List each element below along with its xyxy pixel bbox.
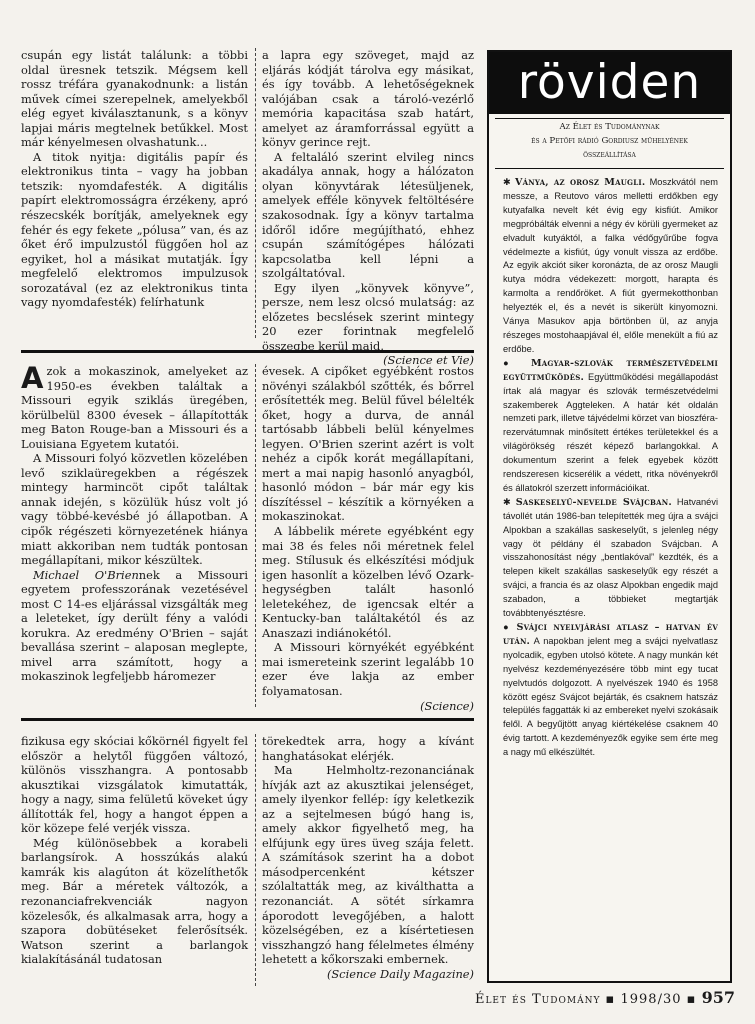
sidebar-rule bbox=[495, 118, 724, 119]
news-item-title: Saskeselyű-nevelde Svájcban. bbox=[515, 496, 672, 508]
sidebar-rule bbox=[495, 168, 724, 169]
article3-left-column bbox=[21, 734, 248, 986]
paragraph: törekedtek arra, hogy a kívánt hanghatásokat elérjék. bbox=[262, 734, 474, 763]
news-item-text: Moszkvától nem messze, a Reutovo város melletti erdőkben egy kutyafalka nevelt két évig egy kisfiút. Amikor megpróbálták elvenni a négy év körüli gyermeket az elvadult kutyáktól, a falka védőgyűrűbe fogva védelmezte a kisfiút, úgy vonult vissza az erdőbe. Az egyik akciót siker koronázta, de az orosz Maugli kutya módra védekezett: morgott, harapta és karmolta a rendőröket. A fiút gyermekotthonban helyezték el, és a nevét is sikerült kinyomozni. Ványa Masukov apja börtönben ül, az anyja részeges mostohaapjával él, előle menekült a fiú az erdőbe. bbox=[503, 177, 719, 354]
subtitle-line: és a Petőfi rádió Gordiusz műhelyének bbox=[531, 136, 688, 146]
news-item bbox=[503, 176, 718, 357]
paragraph: A Missouri folyó közvetlen közelében levő sziklaüregekben a régészek mintegy harmincöt cipőt találtak annak idején, s közülük húsz volt jó vagy többé-kevésbé jó állapotban. A cipők régészeti környezetének hiánya miatt akkoriban nem tudták pontosan megállapítani, mikor készültek. bbox=[21, 451, 248, 568]
article1-right-column bbox=[262, 48, 474, 368]
paragraph: A titok nyitja: digitális papír és elektronikus tinta – vagy ha jobban tetszik: nyomdafesték. A digitális papírt elektromosságra érzékeny, apró részecskék borítják, amelyeknek egy fehér és egy fekete „pólusa” van, és az őket érő impulzustól függően hol az egyiket, hol a másikat mutatják. Így megfelelő elektromos impulzusok sorozatával (ez az elektronikus tinta vagy nyomdafesték) felírhatunk bbox=[21, 149, 248, 310]
issue-number: 1998/30 bbox=[620, 992, 682, 1007]
paragraph: A Missouri környékét egyébként mai ismereteink szerint legalább 10 ezer éve lakja az ember folyamatosan. bbox=[262, 640, 474, 699]
sidebar-subtitle bbox=[489, 120, 730, 162]
news-item-text: Együttműködési megállapodást írtak alá magyar és szlovák természetvédelmi szakemberek Aggteleken. A határ két oldalán nemzeti park, illetve tájvédelmi körzet van bioszféra-rezervátumnak minősített értékes területekkel és a világörökség részét képező barlangokkal. A dokumentum szerint a felek egyebek között rendszeresen kicserélik a védett, ritka növényekről és állatokról szerzett információikat. bbox=[503, 371, 718, 493]
column-divider bbox=[255, 364, 256, 707]
news-item bbox=[503, 496, 718, 621]
news-item bbox=[503, 621, 718, 760]
paragraph: nek a Missouri egyetem professzorának vezetésével most C 14-es eljárással vizsgálták meg a leleteket, így derült fény a valódi korukra. Az eredmény O'Brien – saját bevallása szerint – alaposan meglepte, mivel arra számított, hogy a mokaszinok legfeljebb háromezer bbox=[21, 567, 248, 684]
paragraph: Még különösebbek a korabeli barlangsírok. A hosszúkás alakú kamrák kis alagúton át közelíthetők meg. Bár a méretek változók, a rezonanciafrekvenciák nagyon közelesők, és alkalmasak arra, hogy a szapora dobütéseket felerősítsék. Watson szerint a barlangok kialakításánál tudatosan bbox=[21, 835, 248, 967]
page-number: 957 bbox=[701, 988, 735, 1007]
separator: ▪ bbox=[686, 992, 702, 1007]
asterisk-icon: ✱ bbox=[503, 496, 511, 507]
magazine-name: Élet és Tudomány bbox=[474, 992, 601, 1007]
subtitle-line: összeállítása bbox=[583, 150, 636, 160]
news-item-title: Svájci nyelvjárási atlasz – hatvan év után. bbox=[503, 622, 718, 647]
source-credit: (Science) bbox=[420, 698, 474, 713]
article1-left-column bbox=[21, 48, 248, 338]
bullet-icon: ● bbox=[503, 622, 512, 632]
subtitle-line: Az Élet és Tudománynak bbox=[559, 122, 660, 132]
column-divider bbox=[255, 48, 256, 338]
source-credit: (Science Daily Magazine) bbox=[326, 966, 474, 981]
paragraph: Ma Helmholtz-rezonanciának hívják azt az akusztikai jelenséget, amely ilyenkor fellép: így keletkezik az a sejtelmesen búgó hang is, amely akkor figyelhető meg, ha elfújunk egy üres üveg szája felett. A számítások szerint ha a dobot másodpercenként kétszer szólaltatták meg, az kiválthatta a rezonanciát. A sötét sírkamra áporodott levegőjében, a halott közelségében, ez a kísértetiesen visszhangzó hang félelmetes élmény lehetett a kőkorszaki embernek. bbox=[262, 763, 474, 967]
page-footer bbox=[0, 988, 735, 1007]
person-name: Michael O'Brien bbox=[33, 567, 139, 582]
sidebar-header: röviden bbox=[489, 52, 730, 114]
paragraph: zok a mokaszinok, amelyeket az 1950-es években találtak a Missouri egyik sziklás üregében, körülbelül 8300 évesek – állapították meg Baton Rouge-ban a Missouri és a Louisiana Egyetem kutatói. bbox=[21, 364, 248, 451]
paragraph: csupán egy listát találunk: a többi oldal üresnek tetszik. Mégsem kell rossz tréfára gyanakodnunk: a listán művek címei szerepelnek, amelyekből elég egyet kiválasztanunk, s a könyv lapjai máris megtelnek betűkkel. Most már kényelmesen olvashatunk... bbox=[21, 48, 248, 150]
separator: ▪ bbox=[605, 992, 621, 1007]
section-divider bbox=[21, 718, 474, 721]
news-item-text: A napokban jelent meg a svájci nyelvatlasz nyolcadik, egyben utolsó kötete. A nagy munkán két nyelvész kezdeményezésére több mint egy tucat nyelvtudós dolgozott. A nyelvészek 1940 és 1958 között egész Svájcot bejárták, és csaknem hatszáz település faggatták ki az embereket nyelvi szokásaik felől. A begyűjtött anyag kiértékelése csaknem 40 évig tartott. A kezdeményezők egyike sem érte meg a nagy mű elkészültét. bbox=[503, 635, 718, 758]
article2-left-column bbox=[21, 361, 248, 707]
paragraph: fizikusa egy skóciai kőkörnél figyelt fel először a helytől függően változó, különös visszhangra. A pontosabb akusztikai vizsgálatok kimutatták, hogy a nagy, sima felületű köveket úgy állították fel, hogy a hangot éppen a kör közepe felé verjék vissza. bbox=[21, 734, 248, 836]
source-credit: (Science et Vie) bbox=[383, 353, 474, 368]
paragraph: a lapra egy szöveget, majd az eljárás kódját tárolva egy másikat, és így tovább. A lehetőségeknek valójában csak a tároló-vezérlő memória kapacitása szab határt, amelyet az áramforrással együtt a könyv gerince rejt. bbox=[262, 48, 474, 150]
paragraph: Egy ilyen „könyvek könyve”, persze, nem lesz olcsó mulatság: az előzetes becslések szerint mintegy 20 ezer forintnak megfelelő összegbe kerül majd. bbox=[262, 280, 474, 353]
news-item bbox=[503, 357, 718, 496]
paragraph: évesek. A cipőket egyébként rostos növényi szálakból szőtték, és bőrrel erősítették meg. Belül fűvel bélelték őket, hogy a durva, de annál tartósabb lábbeli belül kényelmes legyen. O'Brien szerint azért is volt nehéz a cipők korát megállapítani, mert a mai napig hasonló anyagból, hasonló módon – bár már egy kis díszítéssel – készítik a környéken a mokaszinokat. bbox=[262, 364, 474, 524]
news-item-title: Ványa, az orosz Maugli. bbox=[514, 177, 646, 188]
section-divider bbox=[21, 350, 474, 353]
paragraph: A lábbelik mérete egyébként egy mai 38 és feles női méretnek felel meg. Stílusuk és elkészítési módjuk igen hasonlít a közelben lévő Ozark-hegységben talált hasonló leletekéhez, de igencsak eltér a Kentucky-ban találtakétól és az Anaszazi indiánokétól. bbox=[262, 524, 474, 640]
bullet-icon: ● bbox=[503, 357, 519, 368]
drop-cap: A bbox=[21, 361, 44, 395]
roviden-sidebar bbox=[487, 50, 732, 983]
column-divider bbox=[255, 734, 256, 986]
news-item-text: Hatvanévi távollét után 1986-ban telepítették meg újra a svájci Alpokban a szakállas saskeselyűt, s jelenleg négy vagy öt példány él szabadon Svájcban. A visszahonosítást négy „bentlakóval” kezdték, és a telepen kikelt szakállas saskeselyűk egy részét a svájci, a francia és az olasz Alpokban engedik majd szabadon, a többieket megtartják továbbtenyésztésre. bbox=[503, 496, 718, 619]
paragraph: A feltaláló szerint elvileg nincs akadálya annak, hogy a hálózaton olyan könyvtárak létesüljenek, amelyek efféle könyvek feltöltésére szakosodnak. Így a könyv tartalma időről időre megújítható, ehhez csupán számítógépes hálózati kapcsolatba kell lépni a szolgáltatóval. bbox=[262, 149, 474, 281]
article3-right-column bbox=[262, 734, 474, 986]
sidebar-news-list bbox=[503, 176, 718, 916]
asterisk-icon: ✱ bbox=[503, 177, 511, 187]
news-item-title: Magyar-szlovák természetvédelmi együttműködés. bbox=[503, 357, 718, 383]
article2-right-column bbox=[262, 364, 474, 713]
